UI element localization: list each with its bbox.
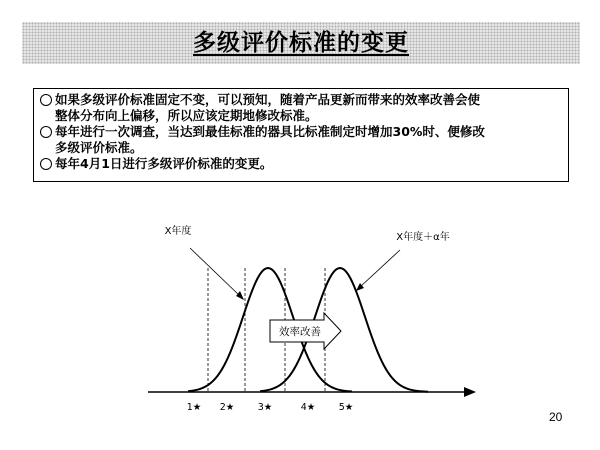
rating-label: 3★: [257, 402, 273, 413]
x-axis-arrow-icon: [464, 387, 476, 397]
pointer-arrow-icon: [236, 291, 244, 300]
shift-label: 效率改善: [279, 326, 321, 338]
note-item: [40, 124, 568, 156]
distribution-diagram: [0, 210, 600, 425]
note-text: 每年进行一次调查，当达到最佳标准的器具比标准制定时增加30%时、便修改 多级评价标准。: [55, 124, 485, 155]
rating-label: 2★: [219, 402, 235, 413]
note-text: 每年4月1日进行多级评价标准的变更。: [55, 156, 273, 171]
circle-bullet-icon: [40, 94, 52, 106]
label-pointer: [360, 250, 400, 287]
page-title: 多级评价标准的变更: [193, 30, 409, 56]
rating-label: 4★: [300, 402, 316, 413]
note-text: 如果多级评价标准固定不变，可以预知，随着产品更新而带来的效率改善会使 整体分布向上偏移，所以应该定期地修改标准。: [55, 92, 481, 123]
circle-bullet-icon: [40, 158, 52, 170]
rating-label: 1★: [186, 402, 202, 413]
curve-label-current: X年度: [164, 226, 192, 237]
title-band: [22, 22, 580, 64]
page-number: 20: [549, 410, 563, 424]
rating-label: 5★: [338, 402, 354, 413]
curve-label-future: X年度＋α年: [396, 232, 450, 243]
notes-box: [33, 88, 569, 182]
circle-bullet-icon: [40, 126, 52, 138]
label-pointer: [190, 248, 240, 296]
note-item: [40, 156, 568, 172]
note-item: [40, 92, 568, 124]
